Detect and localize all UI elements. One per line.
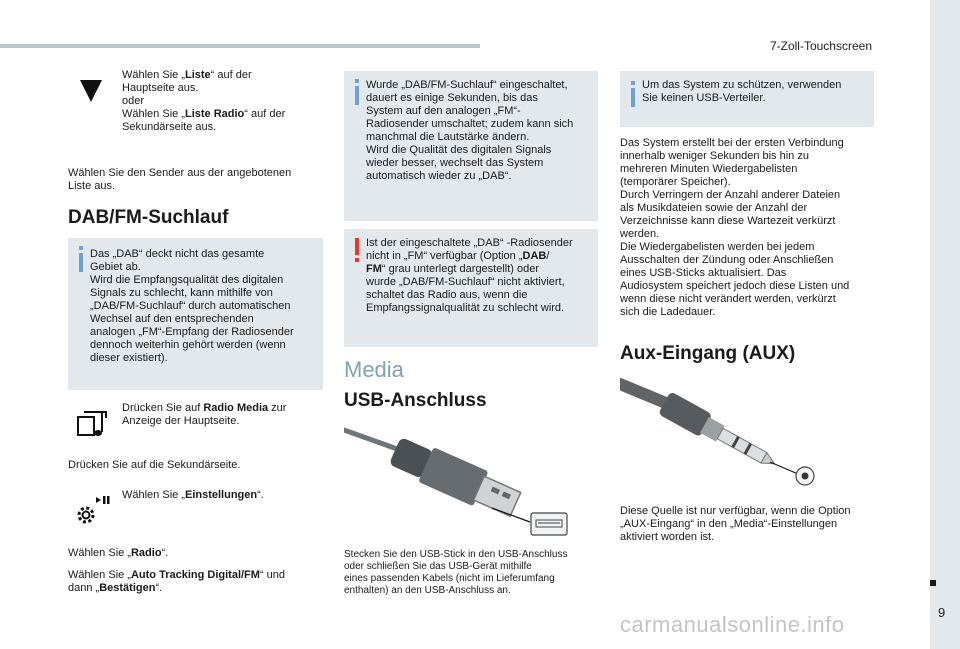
info-box-dab-fm-switch (344, 71, 598, 221)
page-number: 9 (938, 605, 946, 620)
paragraph-playlists: Das System erstellt bei der ersten Verbindung innerhalb weniger Sekunden bis hin zu mehreren Minuten Wiedergabelisten (temporärer Speicher). Durch Verringern der Anzahl anderer Dateien als Musikdateien sowie der Anzahl der Verzeichnisse kann diese Wartezeit verkürzt werden. Die Wiedergabelisten werden bei jedem Ausschalten der Zündung oder Anschließen eines USB-Sticks aktualisiert. Das Audiosystem speichert jedoch diese Listen und wenn diese nicht verändert werden, verkürzt sich die Ladedauer. (620, 137, 850, 318)
page-header-title: 7-Zoll-Touchscreen (769, 39, 872, 53)
aux-jack-illustration (620, 378, 874, 486)
info-text-switch: Wurde „DAB/FM-Suchlauf“ eingeschaltet, dauert es einige Sekunden, bis das System auf den analogen „FM“- Radiosender umschaltet; zudem kann sich manchmal die Lautstärke ändern. Wird die Qualität des digitalen Signals wieder besser, wechselt das System automatisch wieder zu „DAB“. (366, 79, 574, 182)
warning-box (344, 229, 598, 347)
paragraph-secondary-page: Drücken Sie auf die Sekundärseite. (68, 459, 241, 471)
settings-gear-icon (74, 495, 110, 529)
heading-usb: USB-Anschluss (344, 390, 487, 411)
header-rule (0, 44, 480, 48)
step-radio-media: Drücken Sie auf Radio Media zur Anzeige der Hauptseite. (122, 402, 287, 427)
paragraph-aux: Diese Quelle ist nur verfügbar, wenn die Option „AUX-Eingang“ in den „Media“-Einstellungen aktiviert worden ist. (620, 505, 851, 543)
section-title-media: Media (344, 357, 404, 382)
step-settings: Wählen Sie „Einstellungen“. (122, 489, 264, 501)
usb-caption: Stecken Sie den USB-Stick in den USB-Anschluss oder schließen Sie das USB-Gerät mithilfe eines passenden Kabels (nicht im Lieferumfang enthalten) an den USB-Anschluss an. (344, 549, 568, 596)
warning-text: Ist der eingeschaltete „DAB“ -Radiosender nicht in „FM“ verfügbar (Option „DAB/ FM“ grau unterlegt dargestellt) oder wurde „DAB/FM-Suchlauf“ nicht aktiviert, schaltet das Radio aus, wenn die Empfangssignalqualität zu schlecht wird. (366, 237, 573, 314)
select-arrow-icon (80, 80, 102, 102)
info-icon (628, 81, 638, 107)
paragraph-radio: Wählen Sie „Radio“. (68, 547, 169, 559)
usb-plug-illustration (344, 418, 598, 542)
step-select-list: Wählen Sie „Liste“ auf der Hauptseite aus. oder Wählen Sie „Liste Radio“ auf der Sekundärseite aus. (122, 69, 286, 133)
info-text-dab: Das „DAB“ deckt nicht das gesamte Gebiet ab. Wird die Empfangsqualität des digitalen Signals zu schlecht, kann mithilfe von „DAB/FM-Suchlauf“ durch automatischen Wechsel auf den entsprechenden analogen „FM“-Empfang der Radiosender dennoch weiterhin gehört werden (wenn dieser existiert). (90, 248, 294, 364)
radio-media-icon (76, 410, 112, 440)
paragraph-choose-station: Wählen Sie den Sender aus der angebotenen Liste aus. (68, 167, 292, 192)
paragraph-auto-tracking: Wählen Sie „Auto Tracking Digital/FM“ und dann „Bestätigen“. (68, 569, 286, 594)
page-edge-strip (930, 0, 960, 649)
heading-aux: Aux-Eingang (AUX) (620, 343, 796, 364)
watermark: carmanualsonline.info (620, 612, 845, 637)
warning-icon (352, 238, 362, 264)
section-end-mark (930, 580, 936, 586)
info-icon (76, 246, 86, 272)
info-box-usb-hub (620, 71, 874, 127)
info-text-usb-hub: Um das System zu schützen, verwenden Sie keinen USB-Verteiler. (642, 79, 842, 104)
info-box-dab (68, 238, 323, 390)
info-icon (352, 79, 362, 105)
heading-dab-fm: DAB/FM-Suchlauf (68, 207, 229, 228)
